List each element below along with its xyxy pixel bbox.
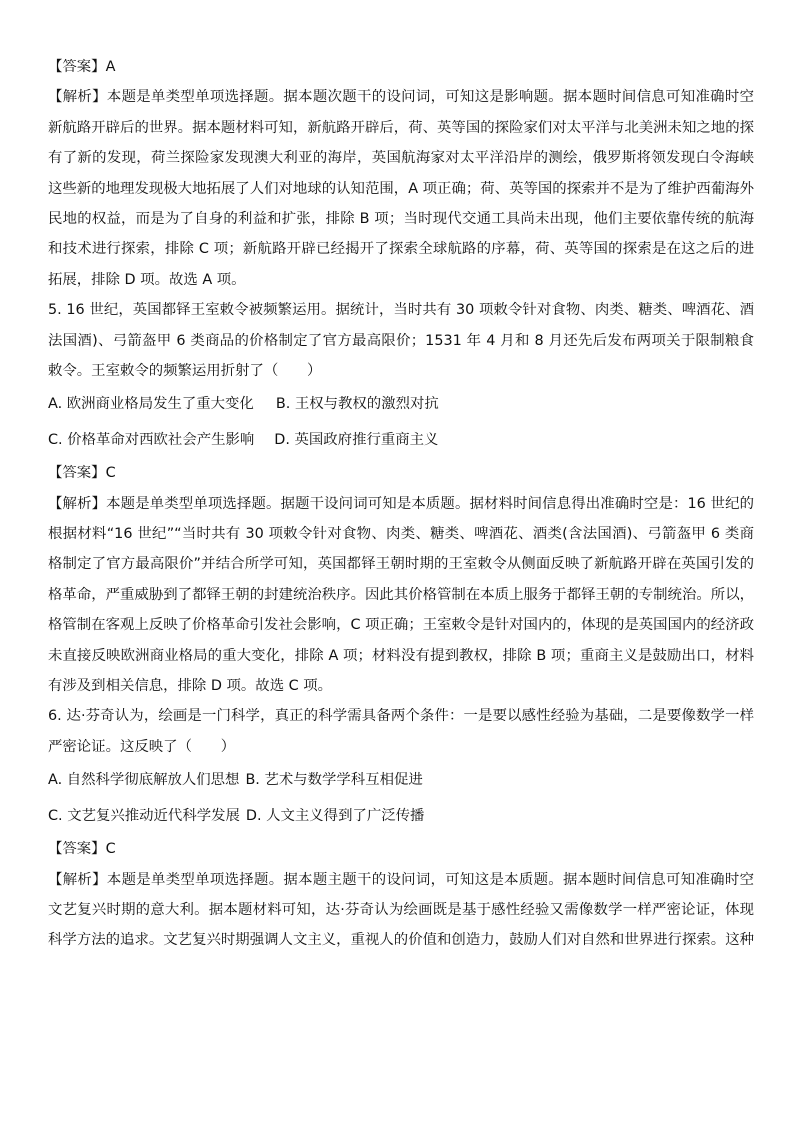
q5-options-row-2 bbox=[48, 422, 754, 458]
q4-analysis-line: 这些新的地理发现极大地拓展了人们对地球的认知范围，A 项正确；荷、英等国的探索并不是为了维护西葡海外 bbox=[48, 180, 754, 197]
q5-answer: 【答案】C bbox=[48, 465, 116, 482]
q5-stem-line: 5. 16 世纪，英国都铎王室敕令被频繁运用。据统计，当时共有 30 项敕令针对食物、肉类、糖类、啤酒花、酒 bbox=[48, 302, 754, 319]
q5-option-c[interactable]: C. 价格革命对西欧社会产生影响 bbox=[48, 432, 255, 449]
q4-analysis-line: 民地的权益，而是为了自身的利益和扩张，排除 B 项；当时现代交通工具尚未出现，他们主要依靠传统的航海 bbox=[48, 210, 754, 227]
q4-answer: 【答案】A bbox=[48, 59, 116, 75]
q6-option-a[interactable]: A. 自然科学彻底解放人们思想 bbox=[48, 772, 240, 788]
q6-option-c[interactable]: C. 文艺复兴推动近代科学发展 bbox=[48, 808, 240, 824]
q4-analysis-line: 有了新的发现，荷兰探险家发现澳大利亚的海岸，英国航海家对太平洋沿岸的测绘，俄罗斯将领发现白令海峡 bbox=[48, 150, 754, 167]
q5-analysis-line: 格制定了官方最高限价”并结合所学可知，英国都铎王朝时期的王室敕令从侧面反映了新航路开辟在英国引发的 bbox=[48, 556, 754, 573]
q5-stem-line: 法国酒)、弓箭盔甲 6 类商品的价格制定了官方最高限价；1531 年 4 月和 8 月还先后发布两项关于限制粮食 bbox=[48, 332, 754, 349]
q6-analysis-line: 【解析】本题是单类型单项选择题。据本题主题干的设问词，可知这是本质题。据本题时间信息可知准确时空 bbox=[48, 871, 754, 888]
q4-analysis-line: 【解析】本题是单类型单项选择题。据本题次题干的设问词，可知这是影响题。据本题时间信息可知准确时空 bbox=[48, 89, 754, 106]
q6-stem-line: 严密论证。这反映了（ ） bbox=[48, 738, 236, 755]
q5-option-d[interactable]: D. 英国政府推行重商主义 bbox=[274, 432, 439, 449]
q5-analysis-line: 【解析】本题是单类型单项选择题。据题干设问词可知是本质题。据材料时间信息得出准确时空是：16 世纪的 bbox=[48, 495, 754, 512]
q4-analysis-line: 新航路开辟后的世界。据本题材料可知，新航路开辟后，荷、英等国的探险家们对太平洋与北美洲未知之地的探 bbox=[48, 119, 754, 136]
q6-options-row-1 bbox=[48, 762, 754, 798]
q5-analysis-line: 根据材料“16 世纪”“当时共有 30 项敕令针对食物、肉类、糖类、啤酒花、酒类(含法国酒)、弓箭盔甲 6 类商 bbox=[48, 526, 754, 543]
q5-option-b[interactable]: B. 王权与教权的激烈对抗 bbox=[275, 396, 439, 413]
q6-options-row-2 bbox=[48, 798, 754, 834]
q5-analysis-line: 有涉及到相关信息，排除 D 项。故选 C 项。 bbox=[48, 678, 333, 695]
q6-option-d[interactable]: D. 人文主义得到了广泛传播 bbox=[245, 808, 425, 824]
q4-analysis-line: 和技术进行探索，排除 C 项；新航路开辟已经揭开了探索全球航路的序幕，荷、英等国的探索是在这之后的进 bbox=[48, 241, 754, 258]
q5-analysis-line: 未直接反映欧洲商业格局的重大变化，排除 A 项；材料没有提到教权，排除 B 项；重商主义是鼓励出口，材料 bbox=[48, 647, 754, 664]
q6-option-b[interactable]: B. 艺术与数学学科互相促进 bbox=[245, 772, 423, 788]
document-page bbox=[48, 52, 754, 956]
q5-analysis-line: 格管制在客观上反映了价格革命引发社会影响，C 项正确；王室敕令是针对国内的，体现的是英国国内的经济政 bbox=[48, 617, 754, 634]
q5-analysis-line: 格革命，严重威胁到了都铎王朝的封建统治秩序。因此其价格管制在本质上服务于都铎王朝的专制统治。所以， bbox=[48, 586, 754, 603]
q6-stem-line: 6. 达·芬奇认为，绘画是一门科学，真正的科学需具备两个条件：一是要以感性经验为基础，二是要像数学一样 bbox=[48, 708, 754, 725]
q6-analysis-line: 文艺复兴时期的意大利。据本题材料可知，达·芬奇认为绘画既是基于感性经验又需像数学一样严密论证，体现 bbox=[48, 901, 754, 918]
q5-stem-line: 敕令。王室敕令的频繁运用折射了（ ） bbox=[48, 362, 322, 379]
q5-options-row-1 bbox=[48, 386, 754, 422]
q5-option-a[interactable]: A. 欧洲商业格局发生了重大变化 bbox=[48, 396, 254, 413]
q6-analysis-line: 科学方法的追求。文艺复兴时期强调人文主义，重视人的价值和创造力，鼓励人们对自然和世界进行探索。这种 bbox=[48, 932, 754, 949]
q4-analysis-line: 拓展，排除 D 项。故选 A 项。 bbox=[48, 271, 246, 288]
q6-answer: 【答案】C bbox=[48, 841, 116, 858]
